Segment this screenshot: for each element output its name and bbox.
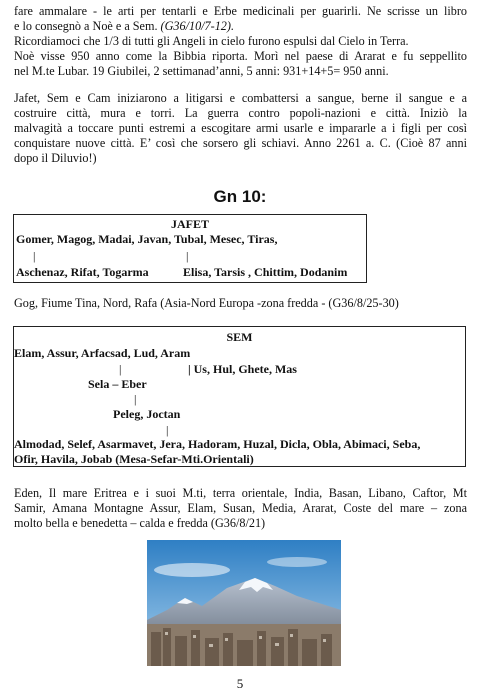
connector-bar: |	[33, 249, 36, 263]
connector-bar: |	[186, 249, 189, 263]
text-line: dopo il Diluvio!)	[14, 151, 97, 165]
sem-genealogy-box	[13, 326, 466, 467]
eden-paragraph	[14, 486, 467, 531]
text-line: nel M.te Lubar. 19 Giubilei, 2 settimanad’anni, 5 anni: 931+14+5= 950 anni.	[14, 64, 389, 78]
genealogy-row: Elam, Assur, Arfacsad, Lud, Aram	[14, 346, 191, 360]
connector-bar: |	[119, 362, 122, 376]
genealogy-row: Ofir, Havila, Jobab (Mesa-Sefar-Mti.Orientali)	[14, 452, 254, 466]
text-line: malvagità a toccare punti estremi a escogitare armi usarle e impararle a i figli per così	[14, 121, 467, 135]
genealogy-row: Aschenaz, Rifat, Togarma	[16, 265, 149, 279]
genealogy-row: Peleg, Joctan	[113, 407, 181, 421]
cloud	[267, 557, 327, 567]
text-line: conquistare nuove città. E’ così che sorsero gli schiavi. Anno 2261 a. C. (Cioè 87 anni	[14, 136, 467, 150]
ararat-city-photo	[147, 540, 341, 666]
text-line: fare ammalare - le arti per tentarli e Erbe medicinali per guarirli. Ne scrisse un libro	[14, 4, 467, 18]
box-heading: JAFET	[170, 217, 209, 231]
text-line: Gog, Fiume Tina, Nord, Rafa (Asia-Nord Europa -zona fredda - (G36/8/25-30)	[14, 296, 399, 310]
genealogy-row: Elisa, Tarsis , Chittim, Dodanim	[183, 265, 348, 279]
text-line: Noè visse 950 anno come la Bibbia riporta. Morì nel paese di Ararat e fu seppellito	[14, 49, 467, 63]
genealogy-row: Sela – Eber	[88, 377, 147, 391]
photo-illustration	[147, 540, 341, 666]
connector-bar: |	[166, 423, 169, 437]
genealogy-row: Gomer, Magog, Madai, Javan, Tubal, Mesec, Tiras,	[16, 232, 278, 246]
gog-line	[14, 296, 467, 311]
genealogy-row: Almodad, Selef, Asarmavet, Jera, Hadoram, Huzal, Dicla, Obla, Abimaci, Seba,	[14, 437, 421, 451]
text-line: molto bella e benedetta – calda e fredda (G36/8/21)	[14, 516, 266, 530]
text-line: Ricordiamoci che 1/3 di tutti gli Angeli in cielo furono espulsi dal Cielo in Terra.	[14, 34, 409, 48]
conflict-paragraph	[14, 91, 467, 166]
jafet-genealogy-box	[13, 214, 367, 283]
section-title: Gn 10:	[213, 187, 267, 206]
text-line: Jafet, Sem e Cam iniziarono a litigarsi e combattersi a sangue, berne il sangue e a	[14, 91, 467, 105]
intro-paragraph	[14, 4, 467, 79]
page-number: 5	[236, 676, 244, 691]
text-line: e lo consegnò a Noè e a Sem. (G36/10/7-12).	[14, 19, 234, 33]
cloud	[154, 563, 230, 577]
citation: (G36/10/7-12).	[160, 19, 234, 33]
box-heading: SEM	[226, 330, 253, 344]
text-line: Eden, Il mare Eritrea e i suoi M.ti, terra orientale, India, Basan, Libano, Caftor, Mt	[14, 486, 467, 500]
connector-bar: |	[134, 392, 137, 406]
genealogy-row: | Us, Hul, Ghete, Mas	[188, 362, 297, 376]
text-line: costruire città, mura e torri. La guerra contro popoli-nazioni e città. Iniziò la	[14, 106, 467, 120]
text-line: Samir, Amana Montagne Assur, Elam, Susan, Media, Ararat, Coste del mare – zona	[14, 501, 467, 515]
